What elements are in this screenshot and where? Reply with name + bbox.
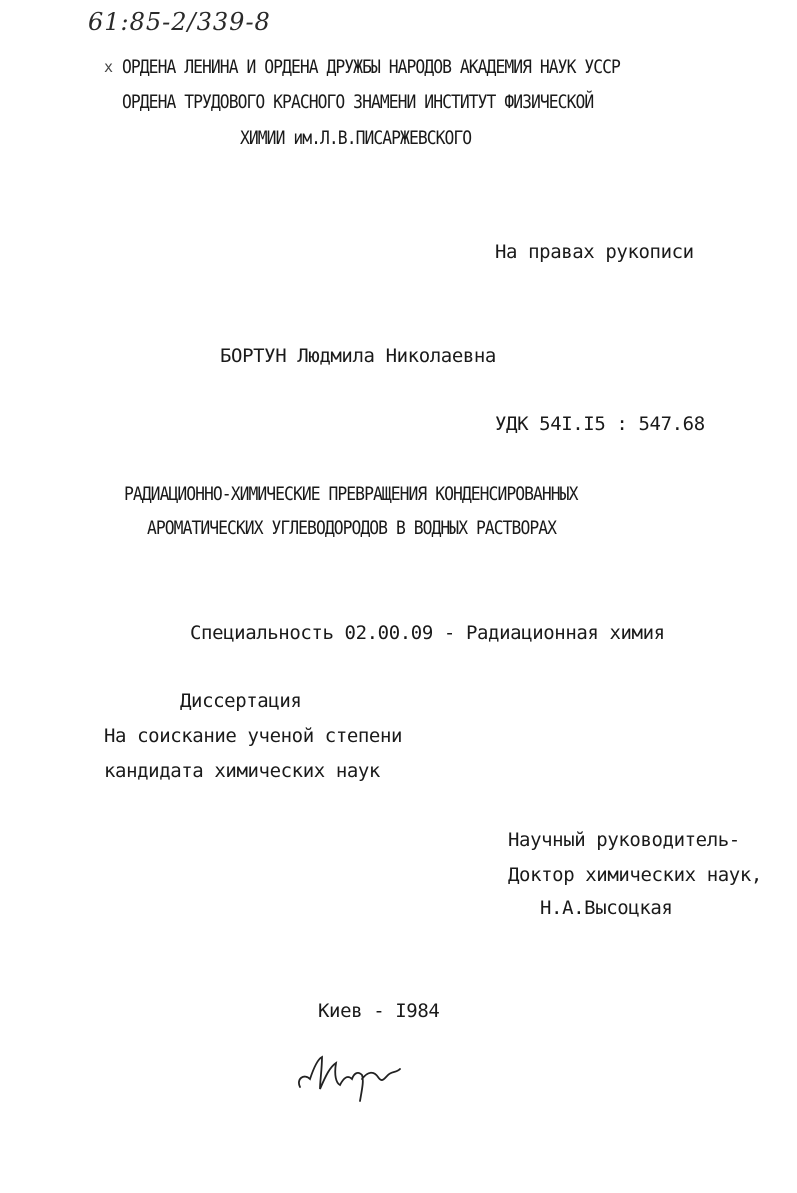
place-year: Киев - I984 xyxy=(318,1000,440,1022)
title-line-1: РАДИАЦИОННО-ХИМИЧЕСКИЕ ПРЕВРАЩЕНИЯ КОНДЕНСИРОВАННЫХ xyxy=(124,483,578,505)
handwritten-signature xyxy=(292,1045,412,1105)
supervisor-line-3: Н.А.Высоцкая xyxy=(540,897,673,919)
author-name: БОРТУН Людмила Николаевна xyxy=(220,345,496,367)
institution-line-2: ОРДЕНА ТРУДОВОГО КРАСНОГО ЗНАМЕНИ ИНСТИТУТ ФИЗИЧЕСКОЙ xyxy=(122,91,594,113)
dissertation-line-2: На соискание ученой степени xyxy=(104,725,403,747)
institution-line-1: ОРДЕНА ЛЕНИНА И ОРДЕНА ДРУЖБЫ НАРОДОВ АКАДЕМИЯ НАУК УССР xyxy=(122,56,620,78)
udk-code: УДК 54I.I5 : 547.68 xyxy=(495,413,705,435)
title-line-2: АРОМАТИЧЕСКИХ УГЛЕВОДОРОДОВ В ВОДНЫХ РАСТВОРАХ xyxy=(147,517,557,539)
dissertation-line-1: Диссертация xyxy=(180,690,302,712)
archive-note: 61:85-2/339-8 xyxy=(88,8,271,36)
supervisor-line-2: Доктор химических наук, xyxy=(508,864,762,886)
supervisor-line-1: Научный руководитель- xyxy=(508,829,740,851)
institution-line-3: ХИМИИ им.Л.В.ПИСАРЖЕВСКОГО xyxy=(240,127,472,149)
margin-mark: x xyxy=(104,58,114,76)
rights-notice: На правах рукописи xyxy=(495,241,694,263)
dissertation-line-3: кандидата химических наук xyxy=(104,760,380,782)
specialty: Специальность 02.00.09 - Радиационная химия xyxy=(190,622,665,644)
